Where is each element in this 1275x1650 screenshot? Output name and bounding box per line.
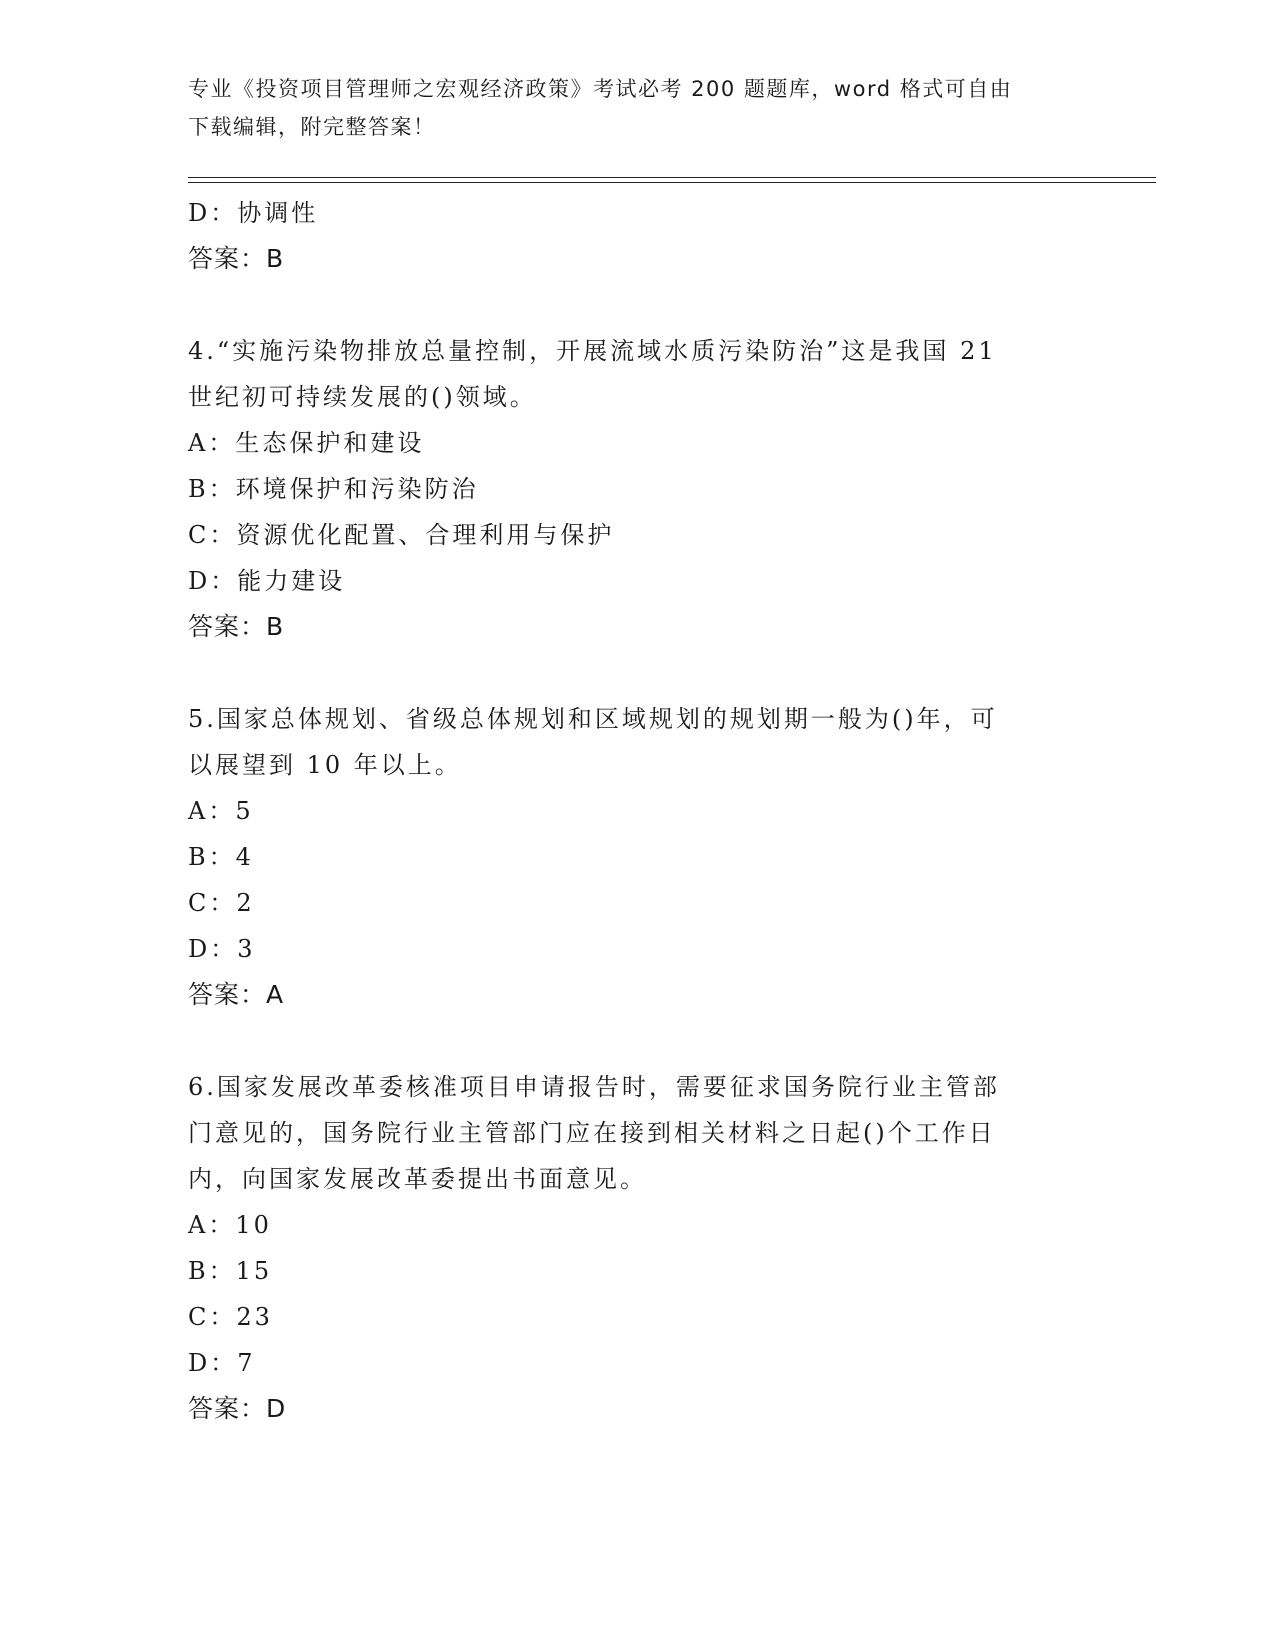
question-stem-line: 以展望到 10 年以上。 xyxy=(188,751,462,779)
question-stem-line: 内，向国家发展改革委提出书面意见。 xyxy=(188,1165,647,1193)
question-block-6 xyxy=(188,1064,1068,1432)
document-header xyxy=(188,70,1068,146)
option-c: C：资源优化配置、合理利用与保护 xyxy=(188,521,615,549)
question-stem-line: 世纪初可持续发展的()领域。 xyxy=(188,383,537,411)
option-d: D：能力建设 xyxy=(188,567,346,595)
question-block-5 xyxy=(188,696,1068,1018)
option-b: B：环境保护和污染防治 xyxy=(188,475,479,503)
option-a: A：生态保护和建设 xyxy=(188,429,425,457)
option-b: B：15 xyxy=(188,1257,273,1285)
question-list xyxy=(188,190,1068,1432)
option-c: C：23 xyxy=(188,1303,273,1331)
question-stem-line: 5.国家总体规划、省级总体规划和区域规划的规划期一般为()年，可 xyxy=(188,705,998,733)
option-b: B：4 xyxy=(188,843,254,871)
option-d: D：3 xyxy=(188,935,256,963)
header-line-2: 下载编辑，附完整答案！ xyxy=(188,115,436,139)
answer-line: 答案：B xyxy=(188,612,285,641)
spacer xyxy=(188,282,1068,328)
option-a: A：5 xyxy=(188,797,254,825)
header-divider-top xyxy=(188,177,1156,178)
answer-line: 答案：D xyxy=(188,1394,287,1423)
question-block-3-tail xyxy=(188,190,1068,282)
option-c: C：2 xyxy=(188,889,255,917)
question-stem-line: 4.“实施污染物排放总量控制，开展流域水质污染防治”这是我国 21 xyxy=(188,337,997,365)
question-block-4 xyxy=(188,328,1068,650)
option-a: A：10 xyxy=(188,1211,272,1239)
answer-line: 答案：B xyxy=(188,244,285,273)
question-stem-line: 门意见的，国务院行业主管部门应在接到相关材料之日起()个工作日 xyxy=(188,1119,996,1147)
option-d: D：协调性 xyxy=(188,199,319,227)
header-divider-bottom xyxy=(188,182,1156,183)
question-stem-line: 6.国家发展改革委核准项目申请报告时，需要征求国务院行业主管部 xyxy=(188,1073,1000,1101)
option-d: D：7 xyxy=(188,1349,256,1377)
spacer xyxy=(188,1018,1068,1064)
answer-line: 答案：A xyxy=(188,980,285,1009)
header-line-1: 专业《投资项目管理师之宏观经济政策》考试必考 200 题题库，word 格式可自由 xyxy=(188,77,1013,101)
spacer xyxy=(188,650,1068,696)
